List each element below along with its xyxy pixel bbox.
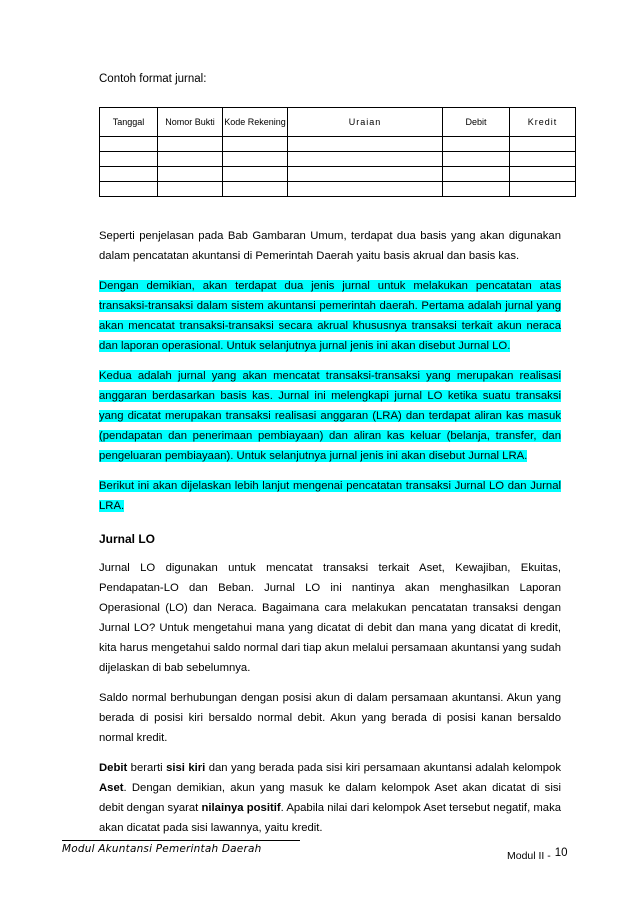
journal-format-table bbox=[99, 107, 576, 197]
page-number: 10 bbox=[554, 847, 568, 859]
bold-text: Aset bbox=[99, 782, 124, 794]
intro-text: Contoh format jurnal: bbox=[99, 73, 207, 85]
paragraph-jurnal-lo-intro bbox=[99, 276, 561, 356]
text-run: berarti bbox=[127, 762, 167, 774]
highlighted-text: Kedua adalah jurnal yang akan mencatat transaksi-transaksi yang merupakan realisasi anggaran berdasarkan basis kas. Jurnal ini melengkapi jurnal LO ketika suatu transaksi yang dicatat merupakan transaksi realisasi anggaran (LRA) dan terdapat aliran kas masuk (pendapatan dan penerimaan pembiayaan) dan aliran kas keluar (belanja, transfer, dan pengeluaran pembiayaan). Untuk selanjutnya jurnal jenis ini akan disebut Jurnal LRA. bbox=[99, 370, 561, 462]
paragraph-saldo-normal: Saldo normal berhubungan dengan posisi akun di dalam persamaan akuntansi. Akun yang berada di posisi kiri bersaldo normal debit. Akun yang berada di posisi kanan bersaldo normal kredit. bbox=[99, 692, 561, 744]
text-run: . Dengan demikian, akun yang masuk ke dalam kelompok Aset akan dicatat di sisi debit dengan syarat bbox=[99, 782, 561, 814]
page-label: Modul II - bbox=[507, 850, 551, 862]
header-tanggal: Tanggal bbox=[100, 108, 158, 137]
bold-text: sisi kiri bbox=[166, 762, 206, 774]
highlighted-text: Berikut ini akan dijelaskan lebih lanjut mengenai pencatatan transaksi Jurnal LO dan Jurnal LRA. bbox=[99, 480, 561, 512]
paragraph-berikut bbox=[99, 476, 561, 516]
table-header-row bbox=[100, 108, 576, 137]
section-heading: Jurnal LO bbox=[99, 532, 156, 546]
header-kode-rekening: Kode Rekening bbox=[223, 108, 288, 137]
highlighted-text: Dengan demikian, akan terdapat dua jenis jurnal untuk melakukan pencatatan atas transaksi-transaksi dalam sistem akuntansi pemerintah daerah. Pertama adalah jurnal yang akan mencatat transaksi-transaksi secara akrual khususnya transaksi terkait akun neraca dan laporan operasional. Untuk selanjutnya jurnal jenis ini akan disebut Jurnal LO. bbox=[99, 280, 561, 352]
header-debit: Debit bbox=[443, 108, 510, 137]
header-kredit: Kredit bbox=[510, 108, 576, 137]
table-row bbox=[100, 152, 576, 167]
header-nomor-bukti: Nomor Bukti bbox=[158, 108, 223, 137]
text-block-2 bbox=[99, 558, 561, 848]
header-uraian: Uraian bbox=[288, 108, 443, 137]
table-row bbox=[100, 137, 576, 152]
footer-page-number bbox=[507, 847, 568, 862]
paragraph-basis: Seperti penjelasan pada Bab Gambaran Umum, terdapat dua basis yang akan digunakan dalam pencatatan akuntansi di Pemerintah Daerah yaitu basis akrual dan basis kas. bbox=[99, 230, 561, 262]
paragraph-jurnal-lo: Jurnal LO digunakan untuk mencatat transaksi terkait Aset, Kewajiban, Ekuitas, Pendapatan-LO dan Beban. Jurnal LO ini nantinya akan menghasilkan Laporan Operasional (LO) dan Neraca. Bagaimana cara melakukan pencatatan transaksi dengan Jurnal LO? Untuk mengetahui mana yang dicatat di debit dan mana yang dicatat di kredit, kita harus mengetahui saldo normal dari tiap akun melalui persamaan akuntansi yang sudah dijelaskan di bab sebelumnya. bbox=[99, 562, 561, 674]
bold-text: Debit bbox=[99, 762, 128, 774]
table-row bbox=[100, 182, 576, 197]
footer-title: Modul Akuntansi Pemerintah Daerah bbox=[62, 843, 262, 855]
table-row bbox=[100, 167, 576, 182]
text-run: . Apabila nilai dari kelompok Aset tersebut negatif, maka akan dicatat pada sisi lawannya, yaitu kredit. bbox=[99, 802, 562, 834]
bold-text: nilainya positif bbox=[201, 802, 281, 814]
text-block-1 bbox=[99, 226, 561, 526]
text-run: dan yang berada pada sisi kiri persamaan akuntansi adalah kelompok bbox=[205, 762, 561, 774]
paragraph-jurnal-lra-intro bbox=[99, 366, 561, 466]
footer-divider bbox=[62, 840, 300, 841]
paragraph-debit bbox=[99, 758, 561, 838]
